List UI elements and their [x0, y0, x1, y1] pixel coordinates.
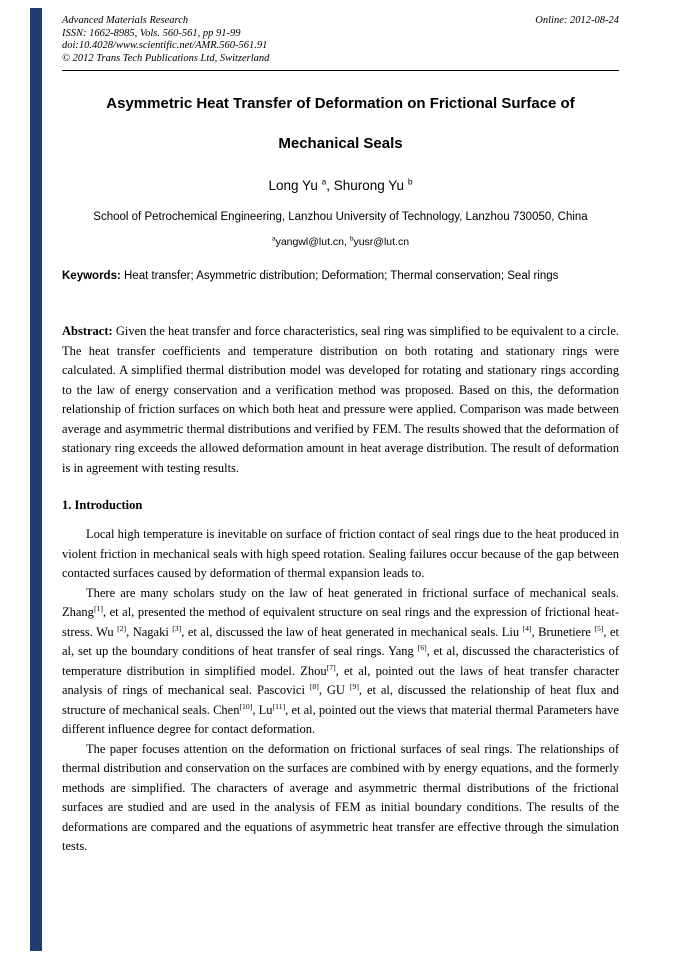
paper-title-line1: Asymmetric Heat Transfer of Deformation on Frictional Surface of	[106, 95, 575, 113]
doi-line: doi:10.4028/www.scientific.net/AMR.560-561.91	[62, 40, 268, 52]
copyright-line: © 2012 Trans Tech Publications Ltd, Switzerland	[62, 52, 270, 64]
journal-header-left	[62, 15, 269, 65]
abstract-paragraph	[62, 322, 619, 478]
paper-content	[62, 15, 619, 857]
journal-name: Advanced Materials Research	[62, 15, 189, 26]
section-heading-introduction: 1. Introduction	[62, 498, 143, 513]
affiliation-line: School of Petrochemical Engineering, Lanzhou University of Technology, Lanzhou 730050, China	[93, 211, 588, 224]
intro-paragraph-2: There are many scholars study on the law of heat generated in frictional surface of mechanical seals. Zhang[1], et al, presented the method of equivalent structure on seal rings and the expression of frictional heat-stress. Wu [2], Nagaki [3], et al, discussed the law of heat generated in mechanical seals. Liu [4], Brunetiere [5], et al, set up the boundary conditions of heat transfer of seal rings. Yang [6], et al, discussed the characteristics of temperature distribution in simplified model. Zhou[7], et al, pointed out the laws of heat transfer character analysis of rings of mechanical seal. Pascovici [8], GU [9], et al, discussed the relationship of heat flux and structure of mechanical seals. Chen[10], Lu[11], et al, pointed out the views that material thermal Parameters have different influence degree for contact deformation.	[62, 585, 619, 737]
keywords-line	[62, 270, 619, 282]
issn-line: ISSN: 1662-8985, Vols. 560-561, pp 91-99	[62, 27, 241, 39]
abstract-label: Abstract:	[62, 324, 113, 339]
keywords-label: Keywords:	[62, 270, 121, 283]
left-edge-accent-bar	[30, 8, 42, 951]
online-date: Online: 2012-08-24	[535, 15, 619, 26]
journal-header	[62, 15, 619, 65]
page-title	[62, 96, 619, 152]
header-divider	[62, 70, 619, 71]
paper-title-line2: Mechanical Seals	[278, 134, 403, 152]
abstract-text: Given the heat transfer and force characteristics, seal ring was simplified to be equivalent to a circle. The heat transfer coefficients and temperature distribution on both rotating and stationary rings were calculated. A simplified thermal distribution model was developed for rotating and stationary rings according to the law of energy conservation and a verification method was proposed. Based on this, the deformation relationship of friction surfaces on which both heat and pressure were applied. Comparison was made between average and asymmetric thermal distributions and verified by FEM. The results showed that the deformation of stationary ring exceeds the allowed deformation amount in heat average distribution. The result of deformation is in agreement with testing results.	[62, 324, 619, 475]
keywords-text: Heat transfer; Asymmetric distribution; Deformation; Thermal conservation; Seal rings	[120, 270, 559, 283]
intro-paragraph-1: Local high temperature is inevitable on surface of friction contact of seal rings due to the heat produced in violent friction in mechanical seals with high speed rotation. Sealing failures occur because of the gap between contacted surfaces caused by deformation of thermal expansion leads to.	[62, 527, 619, 581]
authors-line: Long Yu $^a$, Shurong Yu $^b$	[268, 176, 413, 194]
intro-paragraph-3: The paper focuses attention on the deformation on frictional surfaces of seal rings. The relationships of thermal distribution and conservation on the surfaces are combined with by energy equations, and the formerly methods are simplified. The characters of average and asymmetric thermal distributions of the frictional surfaces are studied and are used in the analysis of FEM as initial boundary conditions. The results of the deformations are compared and the equations of asymmetric heat transfer are effective through the simulation tests.	[62, 741, 619, 854]
emails-line: $^a$yangwl@lut.cn, $^b$yusr@lut.cn	[271, 235, 410, 249]
